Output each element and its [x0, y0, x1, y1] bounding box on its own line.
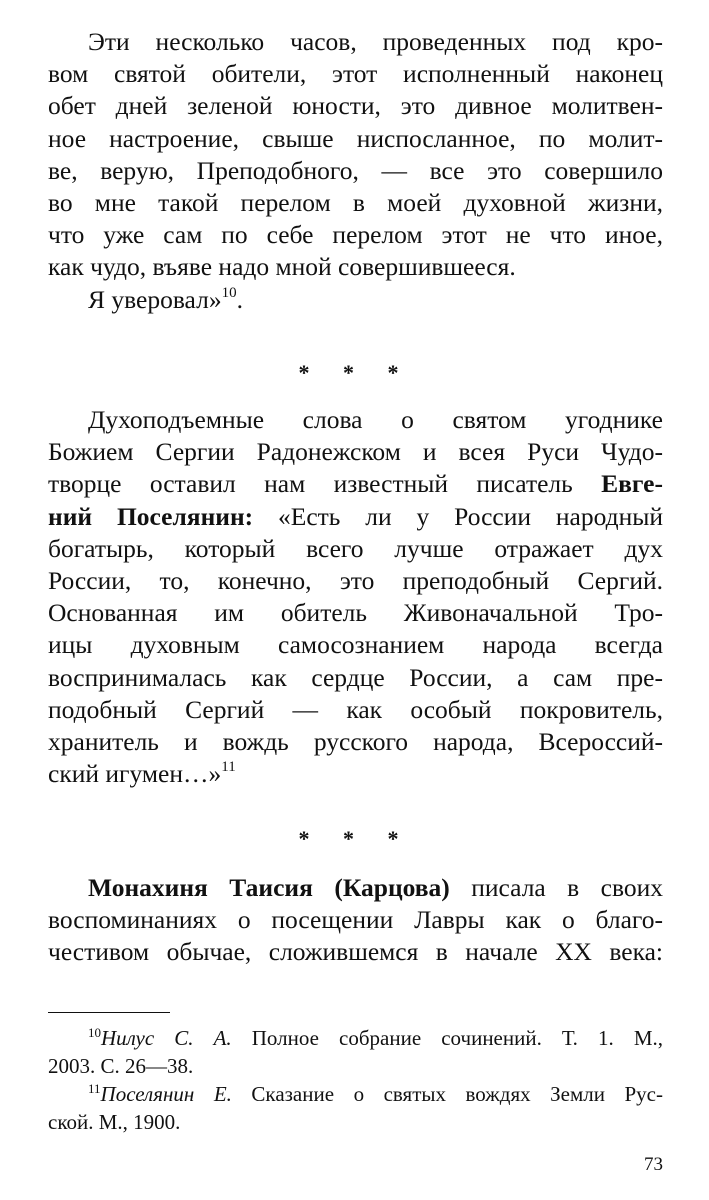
section-separator-2: * * * — [298, 826, 413, 851]
text-line: богатырь, который всего лучше отражает дух — [48, 533, 663, 563]
text-line: Эти несколько часов, проведенных под кро- — [88, 27, 663, 56]
footnote-number: 11 — [88, 1081, 101, 1096]
text-line — [48, 468, 663, 500]
footnote-text-line: ской. М., 1900. — [48, 1110, 181, 1134]
footnote-author: Нилус С. А. — [101, 1026, 232, 1050]
text-line: Основанная им обитель Живоначальной Тро- — [48, 598, 663, 628]
text-fragment: «Есть ли у России народный — [253, 501, 664, 531]
text-line: ицы духовным самосознанием народа всегда — [48, 630, 663, 660]
text-line: честивом обычае, сложившемся в начале XX века: — [48, 937, 663, 967]
text-line: Духоподъемные слова о святом угоднике — [88, 405, 663, 434]
text-line: ве, верую, Преподобного, — все это совершило — [48, 155, 663, 185]
section-separator-1: * * * — [298, 360, 413, 385]
footnote-text: Сказание о святых вождях Земли Рус- — [231, 1082, 664, 1106]
author-name: Евге- — [601, 469, 663, 499]
author-name: Монахиня Таисия (Карцова) — [88, 873, 450, 902]
text-fragment: . — [236, 284, 243, 314]
footnote-ref-10: 10 — [221, 284, 237, 301]
text-line: вом святой обители, этот исполненный наконец — [48, 59, 663, 89]
footnote-10 — [48, 1024, 663, 1052]
text-line — [48, 501, 663, 533]
footnote-number: 10 — [88, 1025, 101, 1040]
paragraph-3 — [48, 872, 663, 969]
text-line: подобный Сергий — как особый покровитель, — [48, 694, 663, 724]
paragraph-1 — [48, 26, 663, 316]
text-line: хранитель и вождь русского народа, Всероссий- — [48, 727, 663, 757]
text-line: во мне такой перелом в моей духовной жизни, — [48, 188, 663, 218]
text-fragment: ский игумен…» — [48, 759, 222, 789]
footnote-11 — [48, 1080, 663, 1108]
footnote-author: Поселянин Е. — [100, 1082, 232, 1106]
text-line: обет дней зеленой юности, это дивное молитвен- — [48, 91, 663, 121]
footnote-text-line: 2003. С. 26—38. — [48, 1054, 194, 1078]
page-number: 73 — [644, 1154, 663, 1175]
text-line — [48, 872, 663, 904]
footnotes — [48, 1024, 663, 1136]
footnote-ref-11: 11 — [221, 759, 236, 776]
text-line-with-note — [48, 758, 663, 790]
footnote-divider — [48, 1012, 170, 1013]
text-line: Божием Сергии Радонежском и всея Руси Чудо- — [48, 437, 663, 467]
text-line: ное настроение, свыше ниспосланное, по молит- — [48, 123, 663, 153]
book-page — [48, 0, 663, 1200]
paragraph-2 — [48, 404, 663, 790]
text-fragment: Я уверовал» — [88, 284, 222, 314]
text-line: как чудо, въяве надо мной совершившееся. — [48, 252, 516, 282]
text-fragment: писала в своих — [449, 873, 664, 902]
text-line: воспринималась как сердце России, а сам пре- — [48, 662, 663, 692]
footnote-text: Полное собрание сочинений. Т. 1. М., — [231, 1026, 663, 1050]
text-line: воспоминаниях о посещении Лавры как о благо- — [48, 905, 663, 935]
author-name: ний Поселянин: — [48, 501, 254, 531]
text-line-with-note — [48, 284, 663, 316]
text-line: что уже сам по себе перелом этот не что иное, — [48, 220, 663, 250]
text-line: России, то, конечно, это преподобный Сергий. — [48, 566, 663, 596]
text-fragment: творце оставил нам известный писатель — [48, 469, 602, 499]
